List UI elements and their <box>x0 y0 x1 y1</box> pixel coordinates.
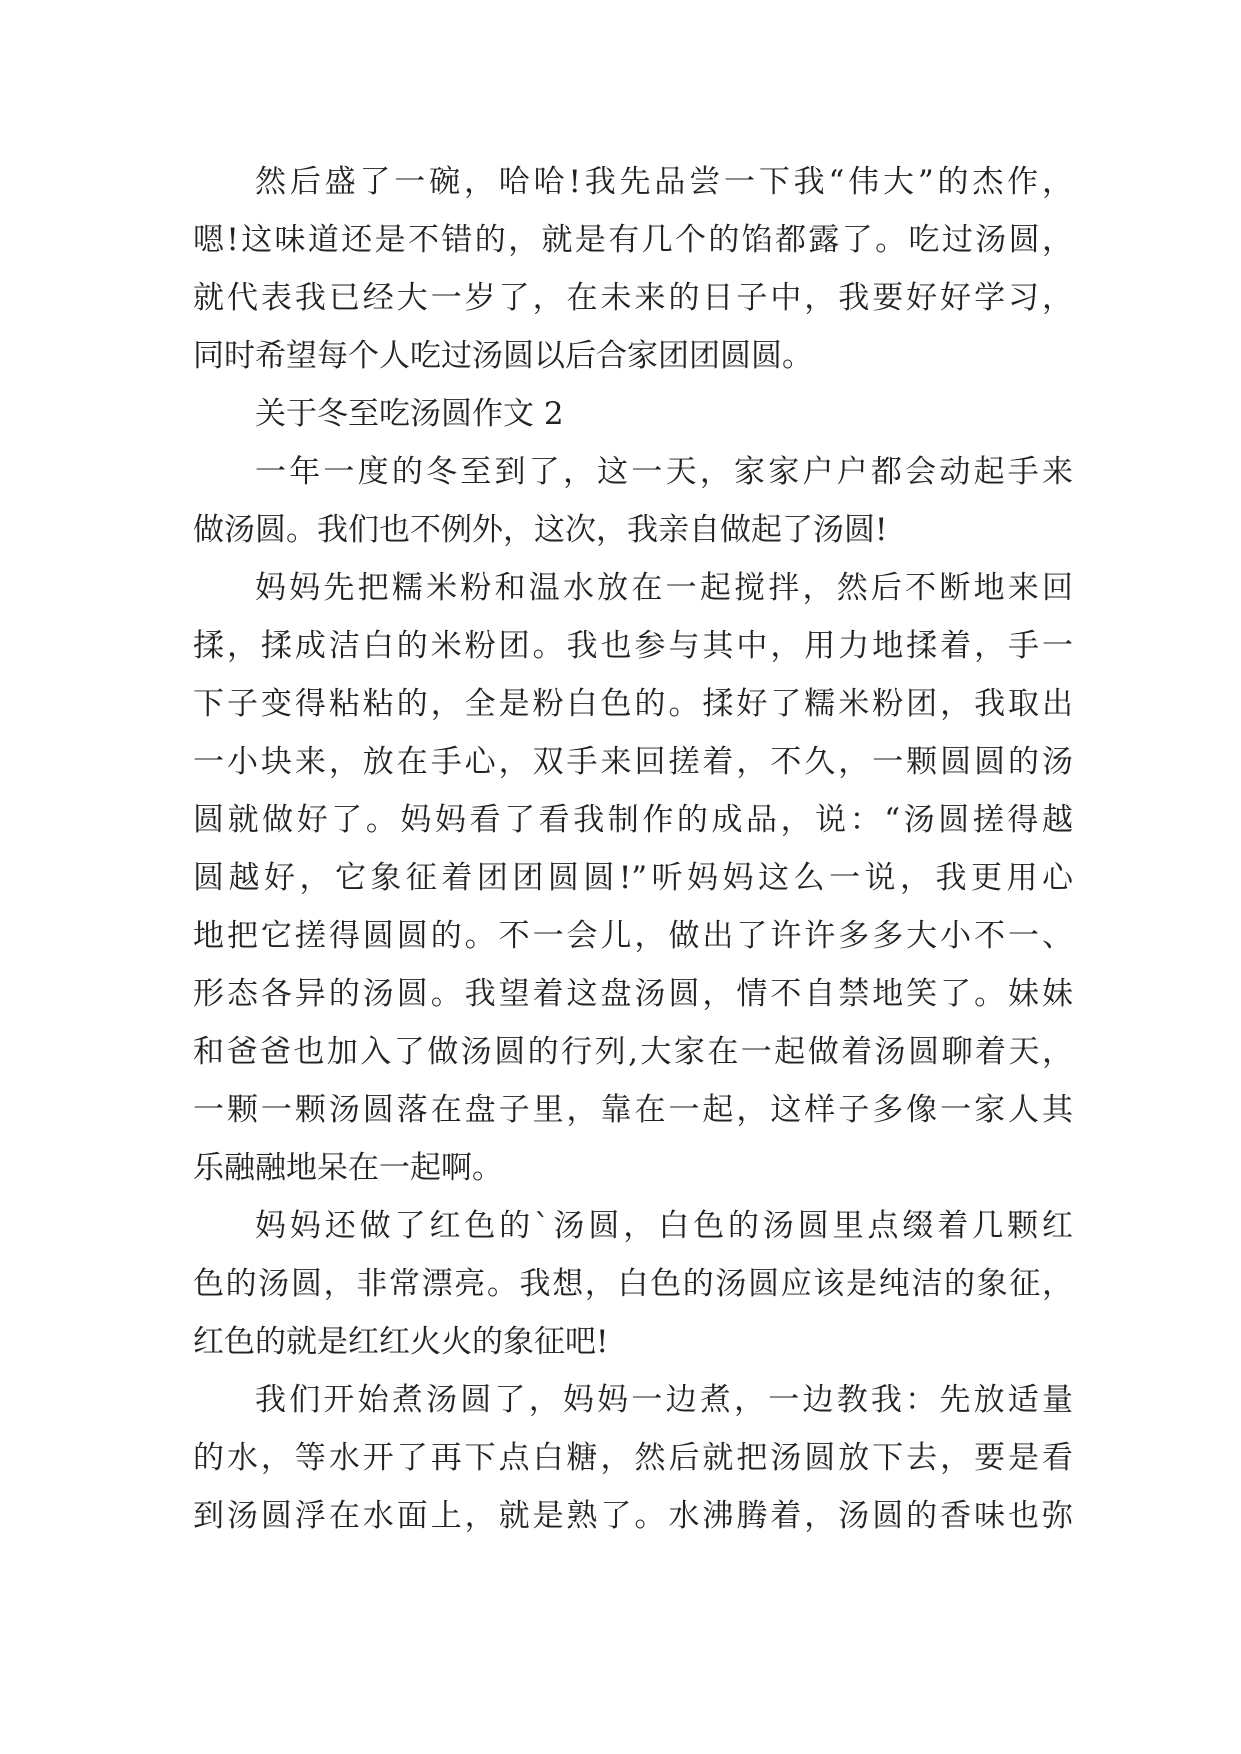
text-line: 圆就做好了。妈妈看了看我制作的成品，说：“汤圆搓得越 <box>193 802 1073 838</box>
text-line: 的水，等水开了再下点白糖，然后就把汤圆放下去，要是看 <box>193 1440 1073 1476</box>
text-line: 揉，揉成洁白的米粉团。我也参与其中，用力地揉着，手一 <box>193 628 1073 664</box>
text-line: 地把它搓得圆圆的。不一会儿，做出了许许多多大小不一、 <box>193 918 1073 954</box>
text-line: 下子变得粘粘的，全是粉白色的。揉好了糯米粉团，我取出 <box>193 686 1073 722</box>
text-line: 妈妈还做了红色的`汤圆，白色的汤圆里点缀着几颗红 <box>255 1208 1073 1244</box>
text-line: 到汤圆浮在水面上，就是熟了。水沸腾着，汤圆的香味也弥 <box>193 1498 1073 1534</box>
text-line: 妈妈先把糯米粉和温水放在一起搅拌，然后不断地来回 <box>255 570 1073 606</box>
text-line: 嗯!这味道还是不错的，就是有几个的馅都露了。吃过汤圆， <box>193 222 1073 258</box>
text-line: 然后盛了一碗，哈哈!我先品尝一下我“伟大”的杰作， <box>255 164 1073 200</box>
text-line: 同时希望每个人吃过汤圆以后合家团团圆圆。 <box>193 338 813 374</box>
text-line: 和爸爸也加入了做汤圆的行列,大家在一起做着汤圆聊着天， <box>193 1034 1073 1070</box>
text-line: 我们开始煮汤圆了，妈妈一边煮，一边教我：先放适量 <box>255 1382 1073 1418</box>
text-line: 一颗一颗汤圆落在盘子里，靠在一起，这样子多像一家人其 <box>193 1092 1073 1128</box>
text-line: 就代表我已经大一岁了，在未来的日子中，我要好好学习， <box>193 280 1073 316</box>
text-line: 色的汤圆，非常漂亮。我想，白色的汤圆应该是纯洁的象征， <box>193 1266 1073 1302</box>
text-line: 做汤圆。我们也不例外，这次，我亲自做起了汤圆! <box>193 512 888 548</box>
text-line: 形态各异的汤圆。我望着这盘汤圆，情不自禁地笑了。妹妹 <box>193 976 1073 1012</box>
section-heading: 关于冬至吃汤圆作文 2 <box>255 396 564 432</box>
text-line: 乐融融地呆在一起啊。 <box>193 1150 503 1186</box>
text-line: 一小块来，放在手心，双手来回搓着，不久，一颗圆圆的汤 <box>193 744 1073 780</box>
text-line: 红色的就是红红火火的象征吧! <box>193 1324 609 1360</box>
text-line: 一年一度的冬至到了，这一天，家家户户都会动起手来 <box>255 454 1073 490</box>
text-line: 圆越好，它象征着团团圆圆!”听妈妈这么一说，我更用心 <box>193 860 1073 896</box>
